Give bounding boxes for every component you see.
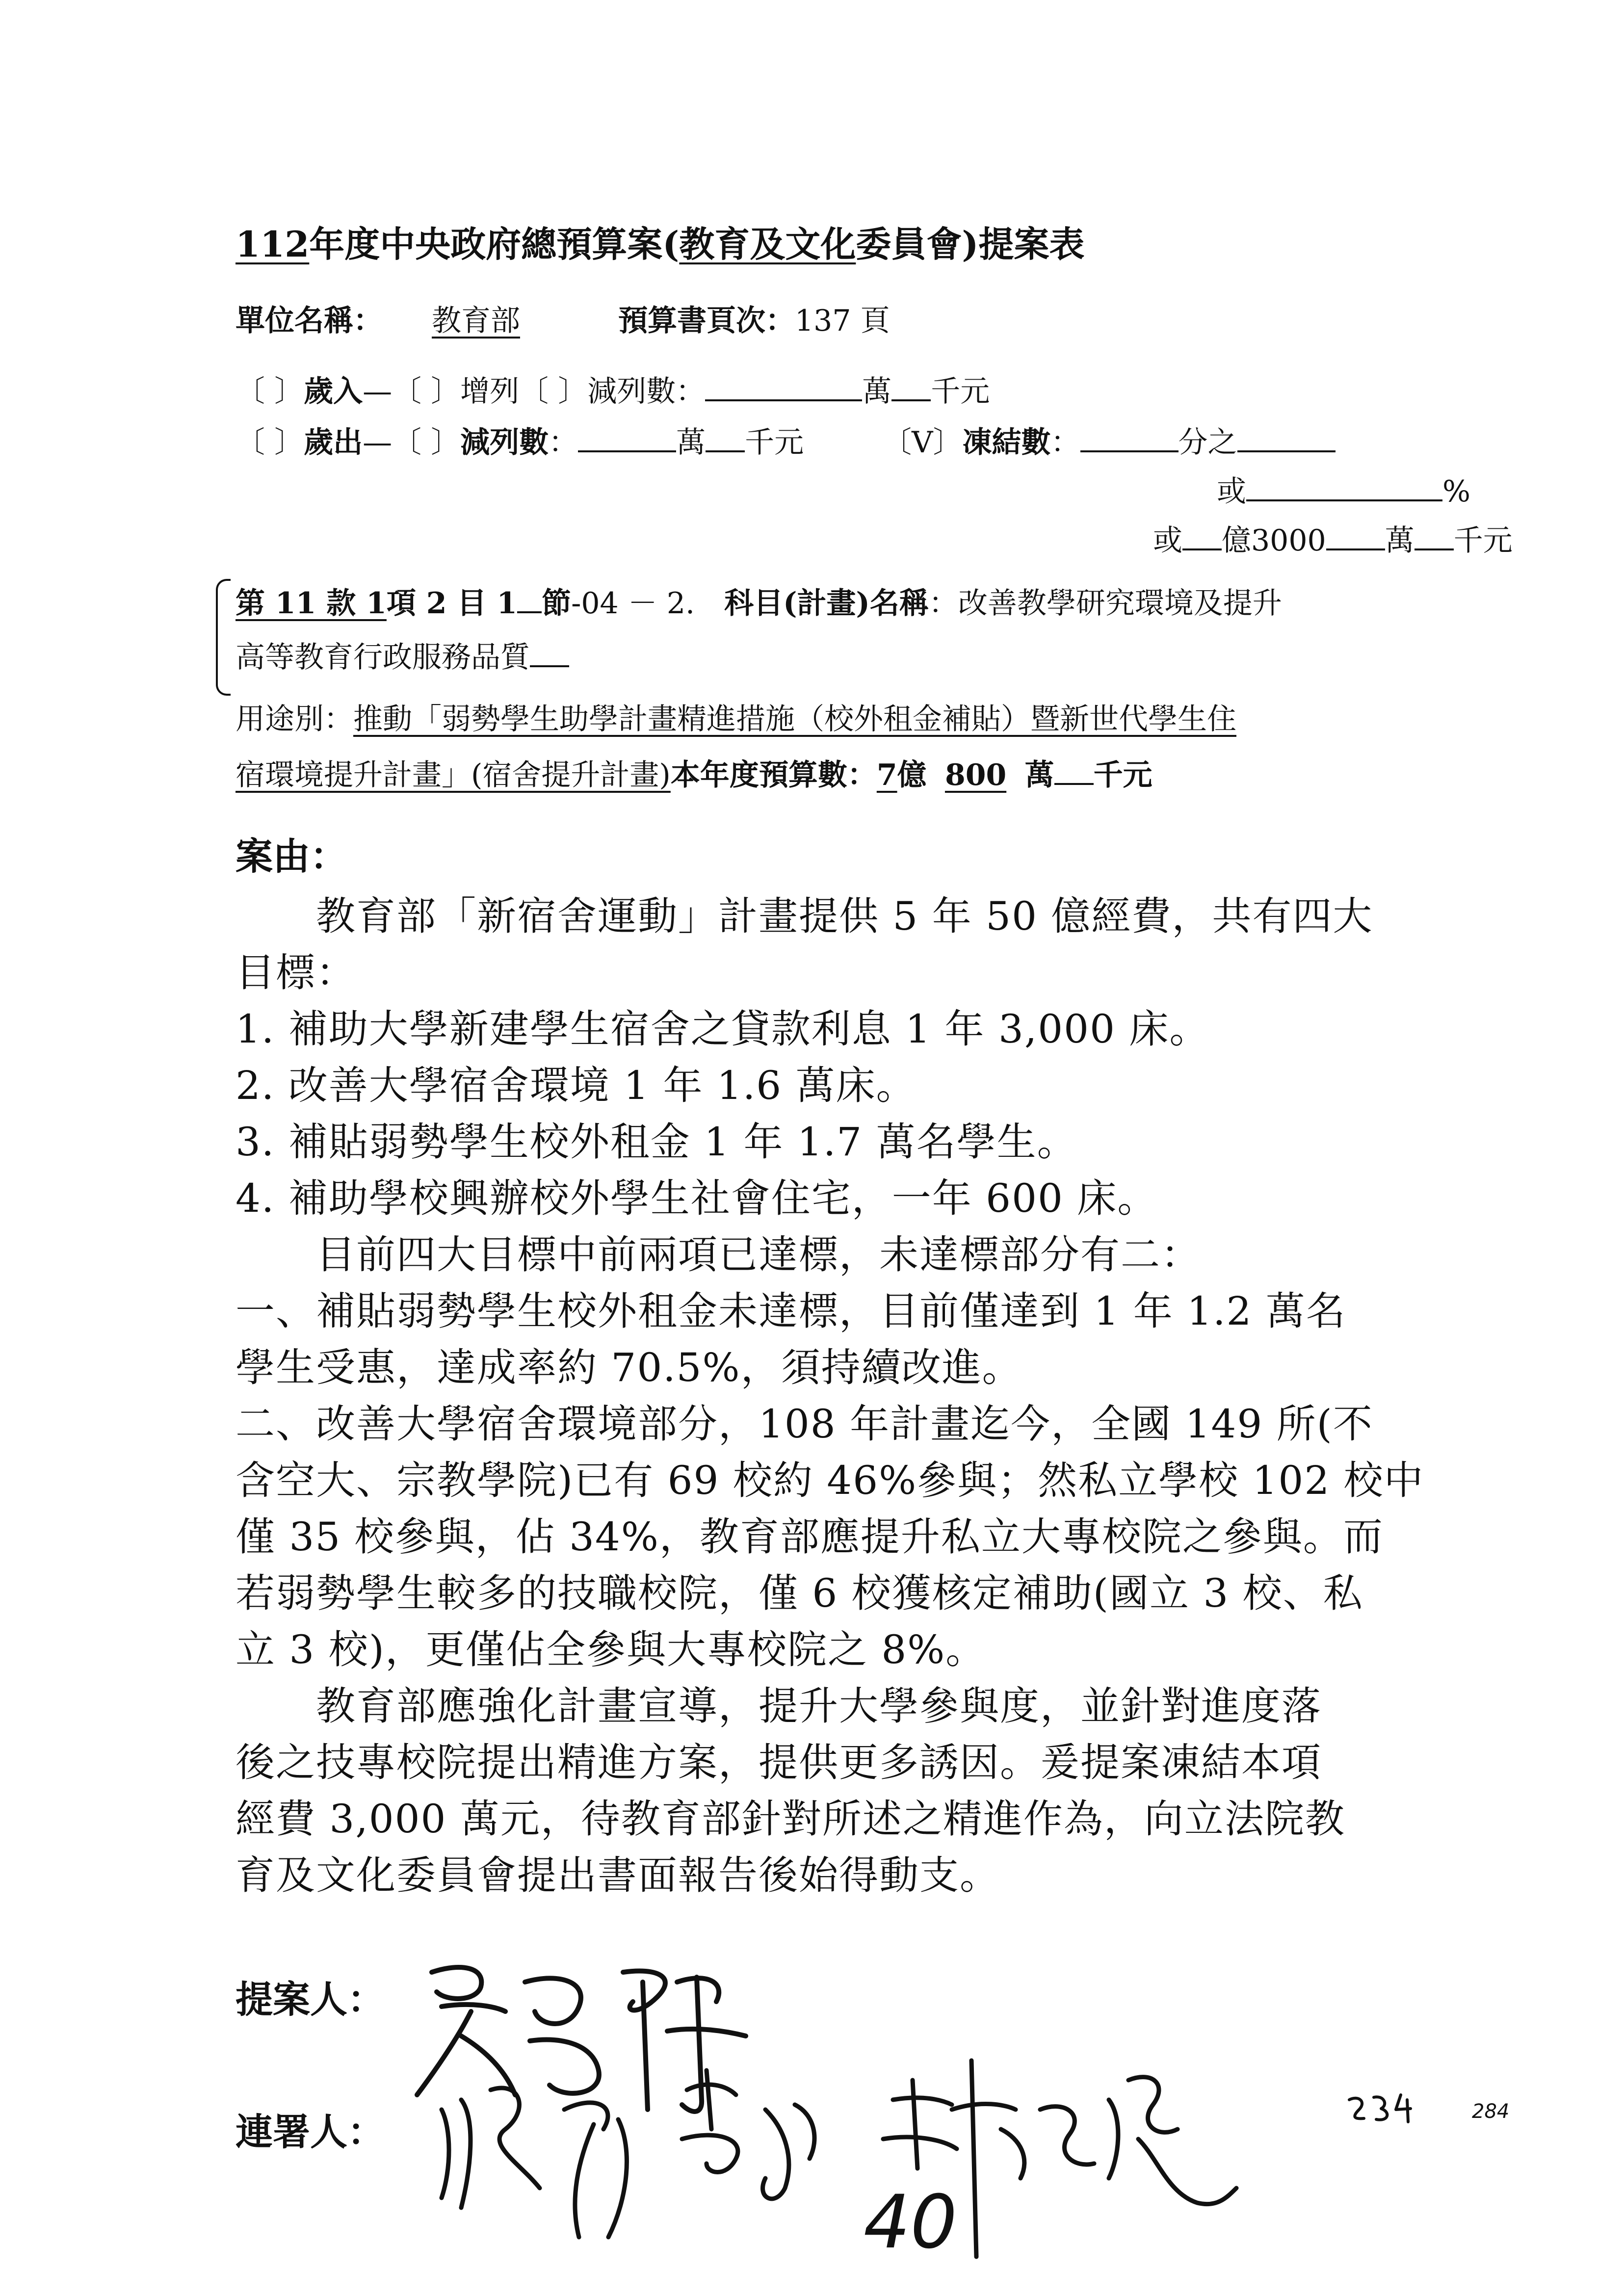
page-label: 預算書頁次： bbox=[618, 304, 795, 338]
paragraph-line: 經費 3,000 萬元，待教育部針對所述之精進作為，向立法院教 bbox=[236, 1796, 1345, 1842]
or-amount-row bbox=[1153, 521, 1513, 558]
expense-qian: 千元 bbox=[745, 425, 804, 460]
expense-blank-qian bbox=[706, 423, 745, 452]
list-item: 1. 補助大學新建學生宿舍之貸款利息 1 年 3,000 床。 bbox=[236, 1006, 1210, 1052]
freeze-blank-1 bbox=[1080, 423, 1179, 452]
budget-yi-num: 7 bbox=[876, 758, 897, 792]
subject-jie: 節 bbox=[542, 586, 572, 621]
budget-wan-num: 800 bbox=[944, 758, 1007, 792]
unit-label: 單位名稱： bbox=[236, 304, 383, 338]
reason-heading: 案由： bbox=[236, 835, 347, 878]
title-committee: 教育及文化 bbox=[679, 223, 856, 265]
or-amount-or: 或 bbox=[1153, 523, 1182, 558]
income-dash: — bbox=[363, 374, 393, 409]
income-label: 歲入 bbox=[304, 374, 363, 409]
expense-dash: — bbox=[363, 425, 393, 460]
page-value: 137 頁 bbox=[795, 304, 890, 338]
expense-blank-wan bbox=[578, 423, 676, 452]
usage-label: 用途別： bbox=[236, 702, 353, 736]
income-reduce: 〔 〕減列數： bbox=[519, 374, 706, 409]
freeze-blank-2 bbox=[1237, 423, 1336, 452]
subject-jie-blank bbox=[517, 584, 542, 613]
usage-line-1 bbox=[236, 702, 1236, 737]
list-item: 2. 改善大學宿舍環境 1 年 1.6 萬床。 bbox=[236, 1063, 917, 1108]
paragraph-line: 教育部「新宿舍運動」計畫提供 5 年 50 億經費，共有四大 bbox=[236, 893, 1373, 939]
subject-line2-blank bbox=[530, 638, 569, 667]
or-amount-qian: 千元 bbox=[1453, 523, 1513, 558]
unit-value: 教育部 bbox=[432, 304, 520, 338]
subject-name-part2: 高等教育行政服務品質 bbox=[236, 640, 530, 675]
freeze-fen-zhi: 分之 bbox=[1178, 425, 1237, 460]
budget-yi: 億 bbox=[897, 758, 927, 792]
income-add: 〔 〕增列 bbox=[392, 374, 520, 409]
expense-reduce-label: 減列數 bbox=[460, 425, 549, 460]
expense-bracket: 〔 〕 bbox=[236, 425, 304, 460]
title-part1: 年度中央政府總預算案( bbox=[309, 223, 680, 265]
expense-wan: 萬 bbox=[676, 425, 706, 460]
paragraph-line: 教育部應強化計畫宣導，提升大學參與度，並針對進度落 bbox=[236, 1683, 1322, 1729]
proposer-label: 提案人： bbox=[236, 1978, 385, 2021]
subject-line-1 bbox=[236, 584, 1282, 621]
expense-label: 歲出 bbox=[304, 425, 363, 460]
paragraph-line: 含空大、宗教學院)已有 69 校約 46%參與；然私立學校 102 校中 bbox=[236, 1458, 1424, 1503]
subject-kuan-xiang: 第 11 款 1 bbox=[236, 586, 387, 621]
usage-line-2 bbox=[236, 756, 1153, 793]
subject-xiang-mu: 項 2 目 1 bbox=[386, 586, 518, 621]
freeze-colon: ： bbox=[1050, 425, 1080, 460]
budget-wan: 萬 bbox=[1024, 758, 1054, 792]
budget-qian: 千元 bbox=[1093, 758, 1153, 792]
paragraph-line: 目標： bbox=[236, 950, 356, 995]
list-item: 3. 補貼弱勢學生校外租金 1 年 1.7 萬名學生。 bbox=[236, 1119, 1077, 1165]
usage-text-1: 推動「弱勢學生助學計畫精進措施（校外租金補貼）暨新世代學生住 bbox=[353, 702, 1236, 736]
title-year: 112 bbox=[236, 223, 310, 265]
income-qian: 千元 bbox=[931, 374, 990, 409]
paragraph-line: 學生受惠，達成率約 70.5%，須持續改進。 bbox=[236, 1345, 1022, 1390]
or-amount-blank-yi bbox=[1182, 521, 1222, 550]
list-item: 4. 補助學校興辦校外學生社會住宅，一年 600 床。 bbox=[236, 1175, 1158, 1221]
subject-line-2 bbox=[236, 638, 569, 675]
expense-colon: ： bbox=[549, 425, 578, 460]
expense-row bbox=[236, 423, 1336, 460]
handwritten-corner-number: 284 bbox=[1472, 2100, 1510, 2123]
usage-text-2: 宿環境提升計畫」(宿舍提升計畫) bbox=[236, 758, 671, 792]
subject-name-label: 科目(計畫)名稱 bbox=[724, 586, 929, 621]
paragraph-line: 僅 35 校參與，佔 34%，教育部應提升私立大專校院之參與。而 bbox=[236, 1514, 1384, 1560]
paragraph-line: 後之技專校院提出精進方案，提供更多誘因。爰提案凍結本項 bbox=[236, 1740, 1322, 1785]
freeze-label: 凍結數 bbox=[962, 425, 1051, 460]
paragraph-line: 二、改善大學宿舍環境部分，108 年計畫迄今，全國 149 所(不 bbox=[236, 1401, 1373, 1447]
paragraph-line: 若弱勢學生較多的技職校院，僅 6 校獲核定補助(國立 3 校、私 bbox=[236, 1570, 1363, 1616]
expense-reduce-bracket: 〔 〕 bbox=[392, 425, 461, 460]
income-bracket: 〔 〕 bbox=[236, 374, 304, 409]
cosigner-signatures bbox=[432, 2051, 1511, 2276]
cosigner-label: 連署人： bbox=[236, 2110, 385, 2154]
income-blank-qian bbox=[891, 372, 931, 401]
paragraph-line: 立 3 校)，更僅佔全參與大專校院之 8%。 bbox=[236, 1627, 986, 1672]
or-percent-blank bbox=[1246, 472, 1442, 501]
freeze-bracket: 〔V〕 bbox=[882, 425, 963, 460]
budget-label: 本年度預算數： bbox=[670, 758, 877, 792]
or-percent-or: 或 bbox=[1217, 474, 1246, 509]
document-title bbox=[236, 223, 1084, 265]
or-amount-wan: 萬 bbox=[1385, 523, 1414, 558]
subject-name-part1: ：改善教學研究環境及提升 bbox=[928, 586, 1282, 621]
handwritten-page-number: 40 bbox=[864, 2180, 957, 2265]
budget-qian-blank bbox=[1054, 756, 1094, 785]
unit-row bbox=[236, 303, 890, 339]
income-row bbox=[236, 372, 990, 409]
paragraph-line: 一、補貼弱勢學生校外租金未達標，目前僅達到 1 年 1.2 萬名 bbox=[236, 1288, 1346, 1334]
title-part2: 委員會)提案表 bbox=[856, 223, 1085, 265]
subject-bracket bbox=[216, 579, 231, 696]
income-blank-wan bbox=[705, 372, 862, 401]
paragraph-line: 目前四大目標中前兩項已達標，未達標部分有二： bbox=[236, 1232, 1201, 1278]
or-percent-row bbox=[1217, 472, 1470, 509]
or-amount-blank-qian bbox=[1414, 521, 1454, 550]
or-amount-value: 3000 bbox=[1251, 523, 1326, 558]
or-percent-sign: % bbox=[1442, 474, 1471, 509]
subject-code: -04 － 2. bbox=[571, 586, 725, 621]
paragraph-line: 育及文化委員會提出書面報告後始得動支。 bbox=[236, 1852, 1000, 1898]
or-amount-yi: 億 bbox=[1222, 523, 1251, 558]
or-amount-blank-wan bbox=[1326, 521, 1385, 550]
income-wan: 萬 bbox=[862, 374, 892, 409]
